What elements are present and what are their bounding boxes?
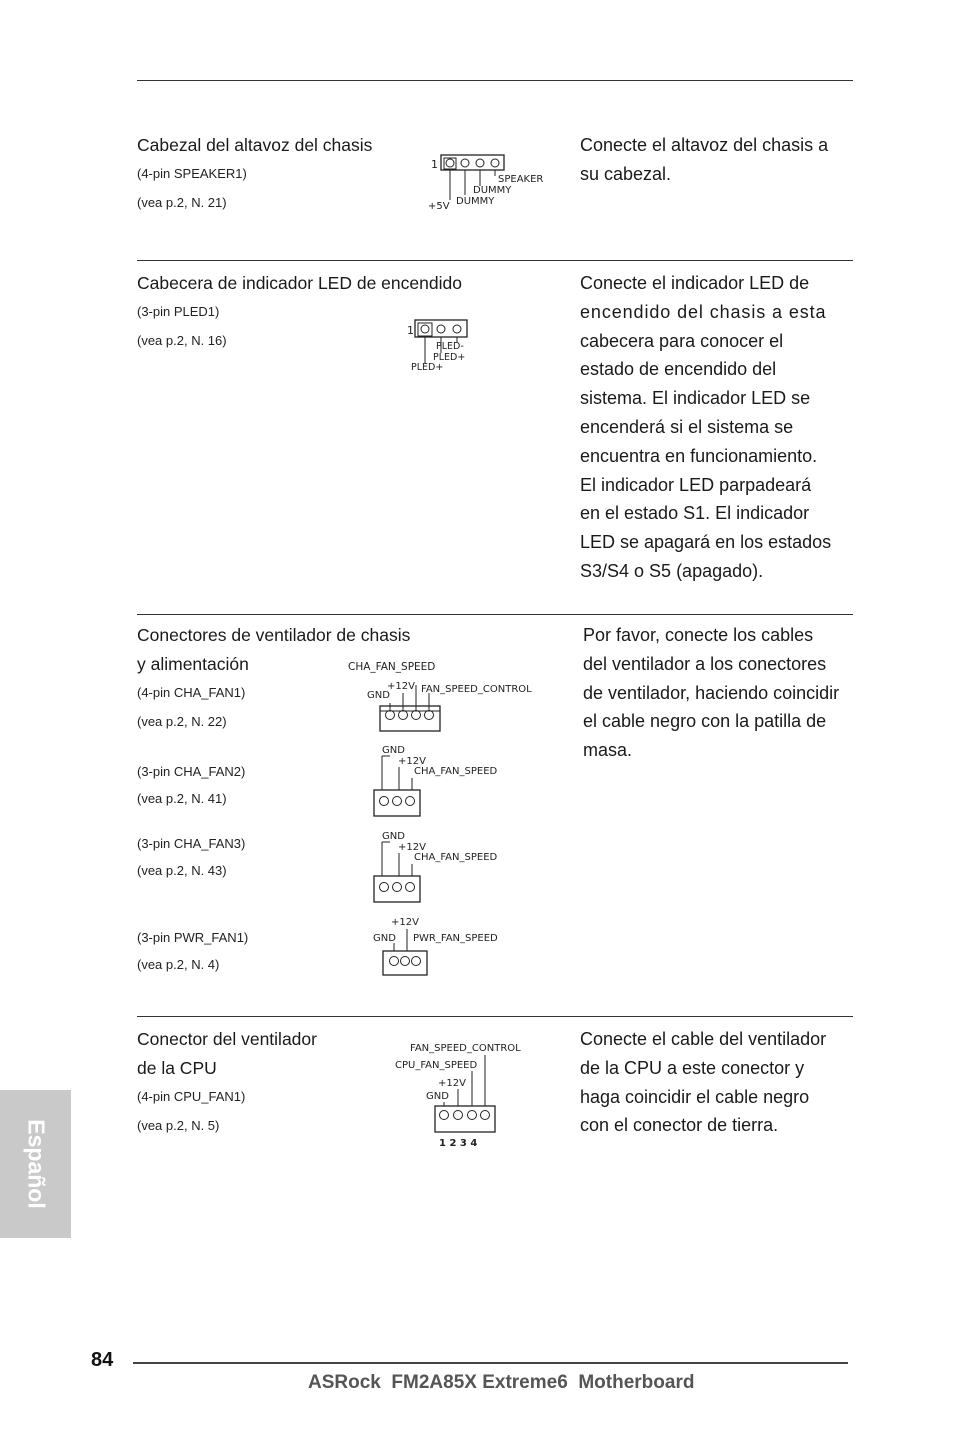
svg-text:1: 1 bbox=[431, 158, 438, 171]
cha-fan1-diagram bbox=[345, 655, 555, 735]
svg-text:SPEAKER: SPEAKER bbox=[498, 174, 544, 185]
svg-text:GND: GND bbox=[367, 690, 390, 701]
section-title: Cabezal del altavoz del chasis bbox=[137, 135, 373, 155]
connector-spec: (3-pin PWR_FAN1) bbox=[137, 930, 249, 945]
svg-text:+12V: +12V bbox=[438, 1078, 466, 1089]
reference: (vea p.2, N. 5) bbox=[137, 1118, 220, 1133]
svg-text:+12V: +12V bbox=[387, 681, 415, 692]
svg-text:PWR_FAN_SPEED: PWR_FAN_SPEED bbox=[413, 933, 498, 944]
svg-text:GND: GND bbox=[382, 831, 405, 842]
svg-text:GND: GND bbox=[373, 933, 396, 944]
reference: (vea p.2, N. 16) bbox=[137, 333, 227, 348]
svg-text:PLED+: PLED+ bbox=[411, 362, 444, 373]
svg-text:FAN_SPEED_CONTROL: FAN_SPEED_CONTROL bbox=[410, 1043, 521, 1054]
pwr-fan1-diagram bbox=[365, 913, 515, 983]
speaker-header-diagram bbox=[420, 150, 560, 212]
power-led-header-diagram bbox=[400, 315, 500, 375]
cha-fan2-diagram bbox=[370, 742, 520, 822]
reference: (vea p.2, N. 43) bbox=[137, 863, 227, 878]
section-divider bbox=[137, 1016, 853, 1017]
cha-fan3-diagram bbox=[370, 828, 520, 908]
section-title: de la CPU bbox=[137, 1058, 217, 1078]
footer-product-name: ASRock FM2A85X Extreme6 Motherboard bbox=[308, 1372, 695, 1393]
section-divider bbox=[137, 614, 853, 615]
section-description: Conecte el cable del ventilador de la CPU a este conector y haga coincidir el cable negro con el conector de tierra. bbox=[580, 1029, 827, 1136]
section-divider bbox=[137, 260, 853, 261]
section-title: Cabecera de indicador LED de encendido bbox=[137, 273, 462, 293]
section-description: Por favor, conecte los cables del ventilador a los conectores de ventilador, haciendo coincidir el cable negro con la patilla de masa. bbox=[583, 625, 840, 761]
section-description: Conecte el altavoz del chasis a su cabezal. bbox=[580, 135, 829, 184]
svg-text:+5V: +5V bbox=[428, 201, 450, 212]
connector-spec: (4-pin SPEAKER1) bbox=[137, 166, 247, 181]
connector-spec: (3-pin PLED1) bbox=[137, 304, 220, 319]
section-title: Conectores de ventilador de chasis bbox=[137, 625, 411, 645]
reference: (vea p.2, N. 4) bbox=[137, 957, 220, 972]
reference: (vea p.2, N. 41) bbox=[137, 791, 227, 806]
svg-text:+12V: +12V bbox=[398, 842, 426, 853]
svg-text:CPU_FAN_SPEED: CPU_FAN_SPEED bbox=[395, 1060, 478, 1071]
connector-spec: (3-pin CHA_FAN2) bbox=[137, 764, 246, 779]
reference: (vea p.2, N. 21) bbox=[137, 195, 227, 210]
page-number: 84 bbox=[91, 1349, 114, 1371]
cpu-fan-diagram bbox=[390, 1038, 550, 1150]
svg-text:DUMMY: DUMMY bbox=[473, 185, 512, 196]
connector-spec: (4-pin CHA_FAN1) bbox=[137, 685, 246, 700]
section-title: y alimentación bbox=[137, 654, 249, 674]
svg-text:GND: GND bbox=[382, 745, 405, 756]
svg-text:+12V: +12V bbox=[398, 756, 426, 767]
section-title: Conector del ventilador bbox=[137, 1029, 317, 1049]
connector-spec: (4-pin CPU_FAN1) bbox=[137, 1089, 246, 1104]
svg-text:FAN_SPEED_CONTROL: FAN_SPEED_CONTROL bbox=[421, 684, 532, 695]
language-label: Español bbox=[23, 1119, 49, 1209]
svg-text:1 2 3 4: 1 2 3 4 bbox=[439, 1138, 478, 1149]
svg-text:CHA_FAN_SPEED: CHA_FAN_SPEED bbox=[348, 661, 436, 673]
svg-text:1: 1 bbox=[407, 324, 414, 337]
section-description: Conecte el indicador LED de encendido del chasis a esta cabecera para conocer el estado de encendido del sistema. El indicador LED se encenderá si el sistema se encuentra en funcionamiento. El indicador LED parpadeará en el estado S1. El indicador LED se apagará en los estados S3/S4 o S5 (apagado). bbox=[580, 273, 832, 581]
connector-spec: (3-pin CHA_FAN3) bbox=[137, 836, 246, 851]
language-side-tab bbox=[0, 1090, 71, 1238]
footer-rule bbox=[133, 1362, 848, 1364]
svg-text:DUMMY: DUMMY bbox=[456, 196, 495, 207]
reference: (vea p.2, N. 22) bbox=[137, 714, 227, 729]
top-rule bbox=[137, 80, 853, 81]
svg-text:+12V: +12V bbox=[391, 917, 419, 928]
svg-text:CHA_FAN_SPEED: CHA_FAN_SPEED bbox=[414, 852, 498, 863]
svg-text:GND: GND bbox=[426, 1091, 449, 1102]
svg-text:PLED+: PLED+ bbox=[433, 352, 466, 363]
svg-text:CHA_FAN_SPEED: CHA_FAN_SPEED bbox=[414, 766, 498, 777]
svg-text:PLED-: PLED- bbox=[436, 341, 464, 352]
